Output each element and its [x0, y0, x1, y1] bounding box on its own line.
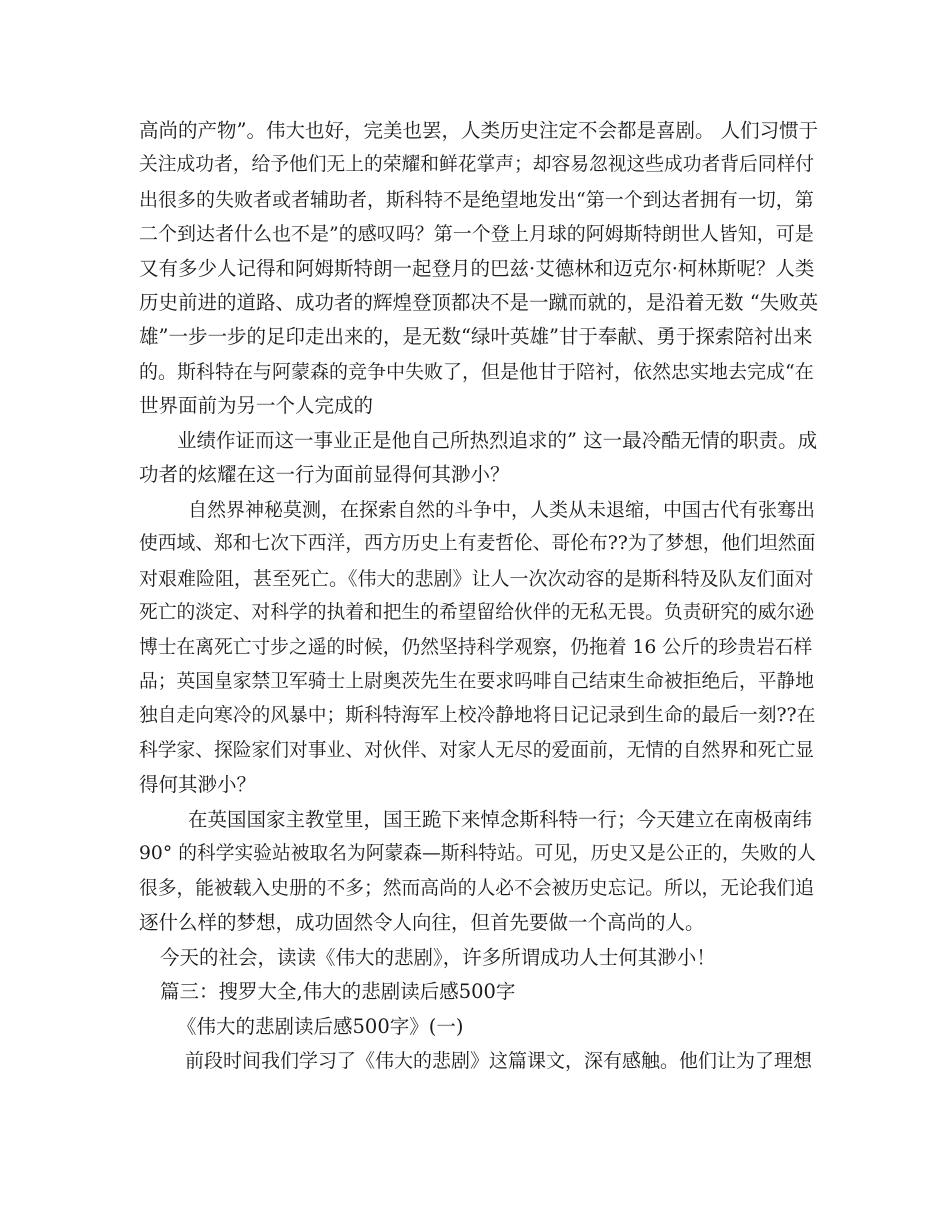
text-line: 很多，能被载入史册的不多；然而高尚的人必不会被历史忘记。所以，无论我们追	[139, 878, 814, 899]
text-line: 历史前进的道路、成功者的辉煌登顶都决不是一蹴而就的，是沿着无数 “失败英	[139, 291, 819, 314]
text-line: 独自走向寒冷的风暴中；斯科特海军上校冷静地将日记记录到生命的最后一刻??在	[139, 705, 816, 726]
text-line: 得何其渺小？	[139, 773, 257, 796]
text-line: 博士在离死亡寸步之遥的时候，仍然坚持科学观察，仍拖着 16 公斤的珍贵岩石样	[139, 637, 813, 658]
text-line: 科学家、探险家们对事业、对伙伴、对家人无尽的爱面前，无情的自然界和死亡显	[139, 740, 814, 761]
text-line: 世界面前为另一个人完成的	[139, 394, 374, 417]
text-line: 关注成功者，给予他们无上的荣耀和鲜花掌声；却容易忽视这些成功者背后同样付	[139, 154, 814, 175]
text-line: 使西域、郑和七次下西洋，西方历史上有麦哲伦、哥伦布??为了梦想，他们坦然面	[139, 533, 816, 554]
text-line: 高尚的产物”。伟大也好，完美也罢，人类历史注定不会都是喜剧。 人们习惯于	[139, 119, 819, 142]
text-line: 品；英国皇家禁卫军骑士上尉奥茨先生在要求吗啡自己结束生命被拒绝后，平静地	[139, 671, 814, 692]
text-line: 又有多少人记得和阿姆斯特朗一起登月的巴兹·艾德林和迈克尔·柯林斯呢？人类	[139, 257, 815, 280]
text-line: 今天的社会，读读《伟大的悲剧》，许多所谓成功人士何其渺小！	[160, 946, 716, 969]
text-line: 二个到达者什么也不是”的感叹吗？第一个登上月球的阿姆斯特朗世人皆知，可是	[139, 223, 814, 245]
text-line: 的。斯科特在与阿蒙森的竞争中失败了，但是他甘于陪衬，依然忠实地去完成“在	[139, 361, 814, 383]
subsection-heading: 《伟大的悲剧读后感500字》(一)	[177, 1015, 464, 1038]
text-line: 90° 的科学实验站被取名为阿蒙森—斯科特站。可见，历史又是公正的，失败的人	[139, 843, 816, 864]
text-line: 业绩作证而这一事业正是他自己所热烈追求的” 这一最冷酷无情的职责。成	[177, 429, 818, 452]
section-heading: 篇三：搜罗大全,伟大的悲剧读后感500字	[160, 980, 516, 1003]
text-line: 对艰难险阻，甚至死亡。《伟大的悲剧》让人一次次动容的是斯科特及队友们面对	[139, 568, 814, 590]
text-line: 功者的炫耀在这一行为面前显得何其渺小？	[139, 463, 510, 486]
text-line: 死亡的淡定、对科学的执着和把生的希望留给伙伴的无私无畏。负责研究的威尔逊	[139, 602, 814, 623]
text-line: 自然界神秘莫测，在探索自然的斗争中，人类从未退缩，中国古代有张骞出	[188, 499, 816, 521]
text-line: 雄”一步一步的足印走出来的，是无数“绿叶英雄”甘于奉献、勇于探索陪衬出来	[139, 325, 813, 348]
text-line: 出很多的失败者或者辅助者，斯科特不是绝望地发出“第一个到达者拥有一切，第	[139, 189, 814, 211]
text-line: 前段时间我们学习了《伟大的悲剧》这篇课文，深有感触。他们让为了理想	[185, 1050, 813, 1072]
text-line: 在英国国家主教堂里，国王跪下来悼念斯科特一行；今天建立在南极南纬	[188, 808, 813, 831]
text-line: 逐什么样的梦想，成功固然令人向往，但首先要做一个高尚的人。	[139, 911, 705, 934]
